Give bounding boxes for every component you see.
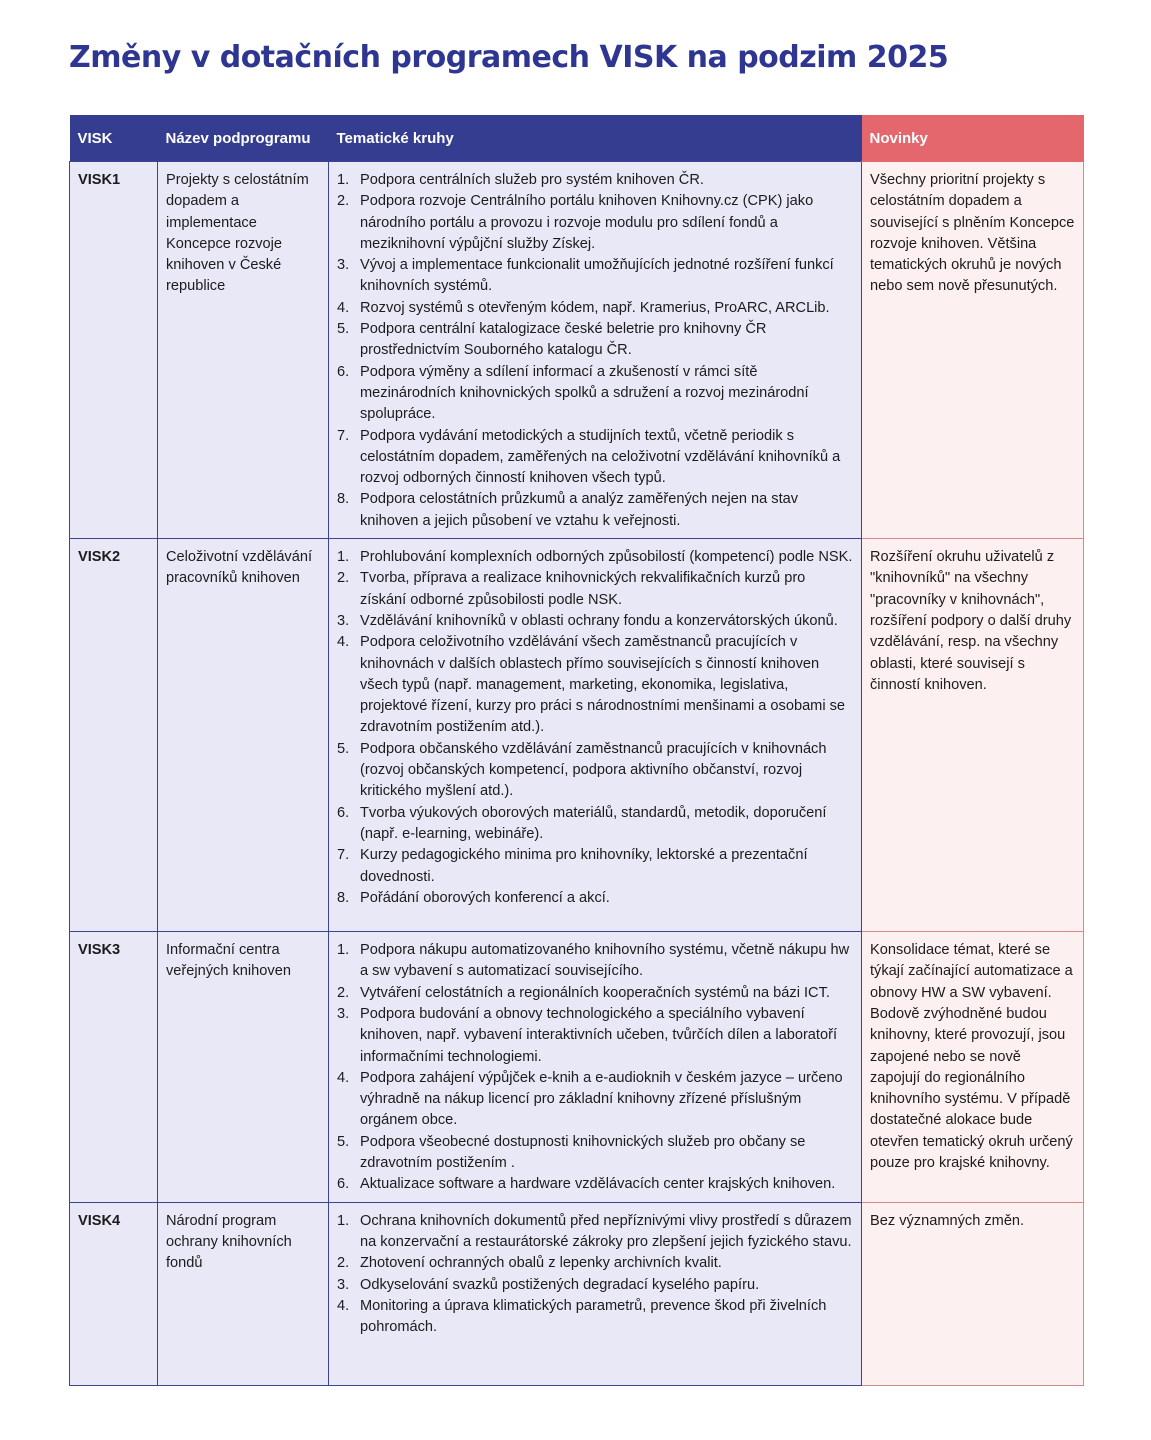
topic-number: 6.: [337, 804, 350, 821]
topic-text: Podpora výměny a sdílení informací a zkušeností v rámci sítě mezinárodních knihovnických spolků a sdružení a rozvoj mezinárodní spolupráce.: [360, 363, 809, 423]
topic-number: 4.: [337, 299, 350, 316]
visk-code: VISK4: [70, 1202, 158, 1385]
column-header-news: Novinky: [862, 115, 1084, 162]
topic-item: [337, 255, 853, 298]
topics-list: [337, 547, 853, 909]
topic-text: Odkyselování svazků postižených degradací kyselého papíru.: [360, 1276, 760, 1293]
topic-item: [337, 426, 853, 490]
topic-text: Pořádání oborových konferencí a akcí.: [360, 889, 610, 906]
table-row: [70, 539, 1084, 932]
topic-item: [337, 1253, 853, 1274]
topic-number: 3.: [337, 1005, 350, 1022]
topic-number: 7.: [337, 847, 350, 864]
topic-text: Prohlubování komplexních odborných způsobilostí (kompetencí) podle NSK.: [360, 549, 853, 566]
topic-text: Podpora nákupu automatizovaného knihovního systému, včetně nákupu hw a sw vybavení s automatizací souvisejícího.: [360, 942, 850, 980]
visk-code: VISK2: [70, 539, 158, 932]
column-header-name: Název podprogramu: [158, 115, 329, 162]
topic-item: [337, 568, 853, 611]
topic-number: 6.: [337, 363, 350, 380]
topics-cell: [329, 932, 862, 1203]
subprogram-name: Projekty s celostátním dopadem a implementace Koncepce rozvoje knihoven v České republice: [158, 162, 329, 539]
topic-text: Tvorba výukových oborových materiálů, standardů, metodik, doporučení (např. e-learning, webináře).: [360, 804, 827, 842]
topic-item: [337, 191, 853, 255]
topics-list: [337, 1211, 853, 1339]
topic-item: [337, 1004, 853, 1068]
topic-text: Podpora budování a obnovy technologického a speciálního vybavení knihoven, např. vybavení interaktivních učeben, tvůrčích dílen a laboratoří informačními technologiemi.: [360, 1005, 838, 1065]
topic-text: Podpora celoživotního vzdělávání všech zaměstnanců pracujících v knihovnách v dalších oblastech přímo souvisejících s činností knihoven všech typů (např. management, marketing, ekonomika, legislativa, projektové řízení, kurzy pro práci s národnostními menšinami a osobami se zdravotním postižením atd.).: [360, 634, 846, 736]
topic-text: Podpora zahájení výpůjček e-knih a e-audioknih v českém jazyce – určeno výhradně na nákup licencí pro základní knihovny zřízené příslušným orgánem obce.: [360, 1069, 843, 1129]
topic-item: [337, 1068, 853, 1132]
topic-number: 1.: [337, 172, 350, 188]
topic-text: Vzdělávání knihovníků v oblasti ochrany fondu a konzervátorských úkonů.: [360, 612, 838, 629]
page-title: Změny v dotačních programech VISK na podzim 2025: [69, 40, 949, 75]
topic-text: Zhotovení ochranných obalů z lepenky archivních kvalit.: [360, 1255, 722, 1272]
news-cell: Všechny prioritní projekty s celostátním dopadem a související s plněním Koncepce rozvoje knihoven. Většina tematických okruhů je nových nebo sem nově přesunutých.: [862, 162, 1084, 539]
topic-number: 8.: [337, 491, 350, 508]
topic-number: 3.: [337, 1276, 350, 1293]
column-header-topics: Tematické kruhy: [329, 115, 862, 162]
topic-number: 1.: [337, 942, 350, 959]
topic-number: 3.: [337, 612, 350, 629]
topic-item: [337, 888, 853, 909]
topic-number: 1.: [337, 1212, 350, 1229]
topic-number: 1.: [337, 549, 350, 566]
subprogram-name: Národní program ochrany knihovních fondů: [158, 1202, 329, 1385]
topic-item: [337, 1211, 853, 1254]
topics-cell: [329, 1202, 862, 1385]
topic-number: 2.: [337, 570, 350, 587]
topic-text: Ochrana knihovních dokumentů před nepříznivými vlivy prostředí s důrazem na konzervační a restaurátorské zákroky pro zlepšení jejich fyzického stavu.: [360, 1212, 852, 1250]
topic-number: 2.: [337, 984, 350, 1001]
topic-item: [337, 611, 853, 632]
subprogram-name: Celoživotní vzdělávání pracovníků knihoven: [158, 539, 329, 932]
topic-text: Podpora centrální katalogizace české beletrie pro knihovny ČR prostřednictvím Souborného katalogu ČR.: [360, 321, 767, 359]
topic-number: 6.: [337, 1176, 350, 1193]
topics-cell: [329, 539, 862, 932]
news-cell: Bez významných změn.: [862, 1202, 1084, 1385]
table-row: [70, 932, 1084, 1203]
topic-number: 2.: [337, 193, 350, 210]
subprogram-name: Informační centra veřejných knihoven: [158, 932, 329, 1203]
topic-number: 4.: [337, 1297, 350, 1314]
topic-item: [337, 739, 853, 803]
topic-item: [337, 940, 853, 983]
topic-text: Aktualizace software a hardware vzdělávacích center krajských knihoven.: [360, 1176, 836, 1193]
topic-item: [337, 170, 853, 191]
topic-item: [337, 298, 853, 319]
topic-number: 4.: [337, 634, 350, 651]
topic-item: [337, 1132, 853, 1175]
topic-text: Monitoring a úprava klimatických parametrů, prevence škod při živelních pohromách.: [360, 1297, 827, 1336]
topic-number: 5.: [337, 1133, 350, 1150]
table-row: [70, 162, 1084, 539]
topics-cell: [329, 162, 862, 539]
topics-list: [337, 940, 853, 1196]
topic-item: [337, 547, 853, 568]
topic-number: 2.: [337, 1255, 350, 1272]
news-cell: Konsolidace témat, které se týkají začínající automatizace a obnovy HW a SW vybavení. Bodově zvýhodněné budou knihovny, které provozují, jsou zapojené nebo se nově zapojují do regionálního knihovního systému. V případě dostatečné alokace bude otevřen tematický okruh určený pouze pro krajské knihovny.: [862, 932, 1084, 1203]
topics-list: [337, 170, 853, 532]
topic-item: [337, 362, 853, 426]
topic-number: 7.: [337, 427, 350, 444]
topic-item: [337, 983, 853, 1004]
topic-text: Podpora celostátních průzkumů a analýz zaměřených nejen na stav knihoven a jejich působení ve vztahu k veřejnosti.: [360, 491, 799, 529]
topic-item: [337, 803, 853, 846]
topic-text: Podpora všeobecné dostupnosti knihovnických služeb pro občany se zdravotním postižením .: [360, 1133, 806, 1172]
topic-item: [337, 319, 853, 362]
column-header-visk: VISK: [70, 115, 158, 162]
topic-text: Podpora vydávání metodických a studijních textů, včetně periodik s celostátním dopadem, zaměřených na celoživotní vzdělávání knihovníků a rozvoj odborných činností knihoven všech typů.: [360, 427, 841, 487]
table-row: [70, 1202, 1084, 1385]
topic-text: Podpora centrálních služeb pro systém knihoven ČR.: [360, 172, 704, 188]
topic-item: [337, 632, 853, 738]
topic-text: Tvorba, příprava a realizace knihovnických rekvalifikačních kurzů pro získání odborné způsobilosti podle NSK.: [360, 570, 806, 608]
topic-number: 3.: [337, 257, 350, 274]
topic-text: Kurzy pedagogického minima pro knihovníky, lektorské a prezentační dovednosti.: [360, 847, 808, 885]
table-header-row: [70, 115, 1084, 162]
topic-item: [337, 1275, 853, 1296]
topic-item: [337, 1174, 853, 1195]
news-cell: Rozšíření okruhu uživatelů z "knihovníků" na všechny "pracovníky v knihovnách", rozšíření podpory o další druhy vzdělávání, resp. na všechny oblasti, které souvisejí s činností knihoven.: [862, 539, 1084, 932]
visk-code: VISK3: [70, 932, 158, 1203]
visk-changes-table: [69, 115, 1084, 1386]
topic-text: Podpora občanského vzdělávání zaměstnanců pracujících v knihovnách (rozvoj občanských kompetencí, podpora aktivního občanství, rozvoj kritického myšlení atd.).: [360, 740, 827, 800]
topic-text: Vývoj a implementace funkcionalit umožňujících jednotné rozšíření funkcí knihovních systémů.: [360, 257, 834, 295]
topic-number: 5.: [337, 321, 350, 338]
topic-item: [337, 1296, 853, 1339]
topic-number: 5.: [337, 740, 350, 757]
topic-number: 4.: [337, 1069, 350, 1086]
topic-text: Vytváření celostátních a regionálních kooperačních systémů na bázi ICT.: [360, 984, 830, 1001]
visk-code: VISK1: [70, 162, 158, 539]
topic-text: Rozvoj systémů s otevřeným kódem, např. Kramerius, ProARC, ARCLib.: [360, 299, 830, 316]
topic-item: [337, 489, 853, 532]
topic-number: 8.: [337, 889, 350, 906]
topic-text: Podpora rozvoje Centrálního portálu knihoven Knihovny.cz (CPK) jako národního portálu a provozu i rozvoje modulu pro sdílení fondů a meziknihovní výpůjční služby Získej.: [360, 193, 814, 252]
topic-item: [337, 845, 853, 888]
